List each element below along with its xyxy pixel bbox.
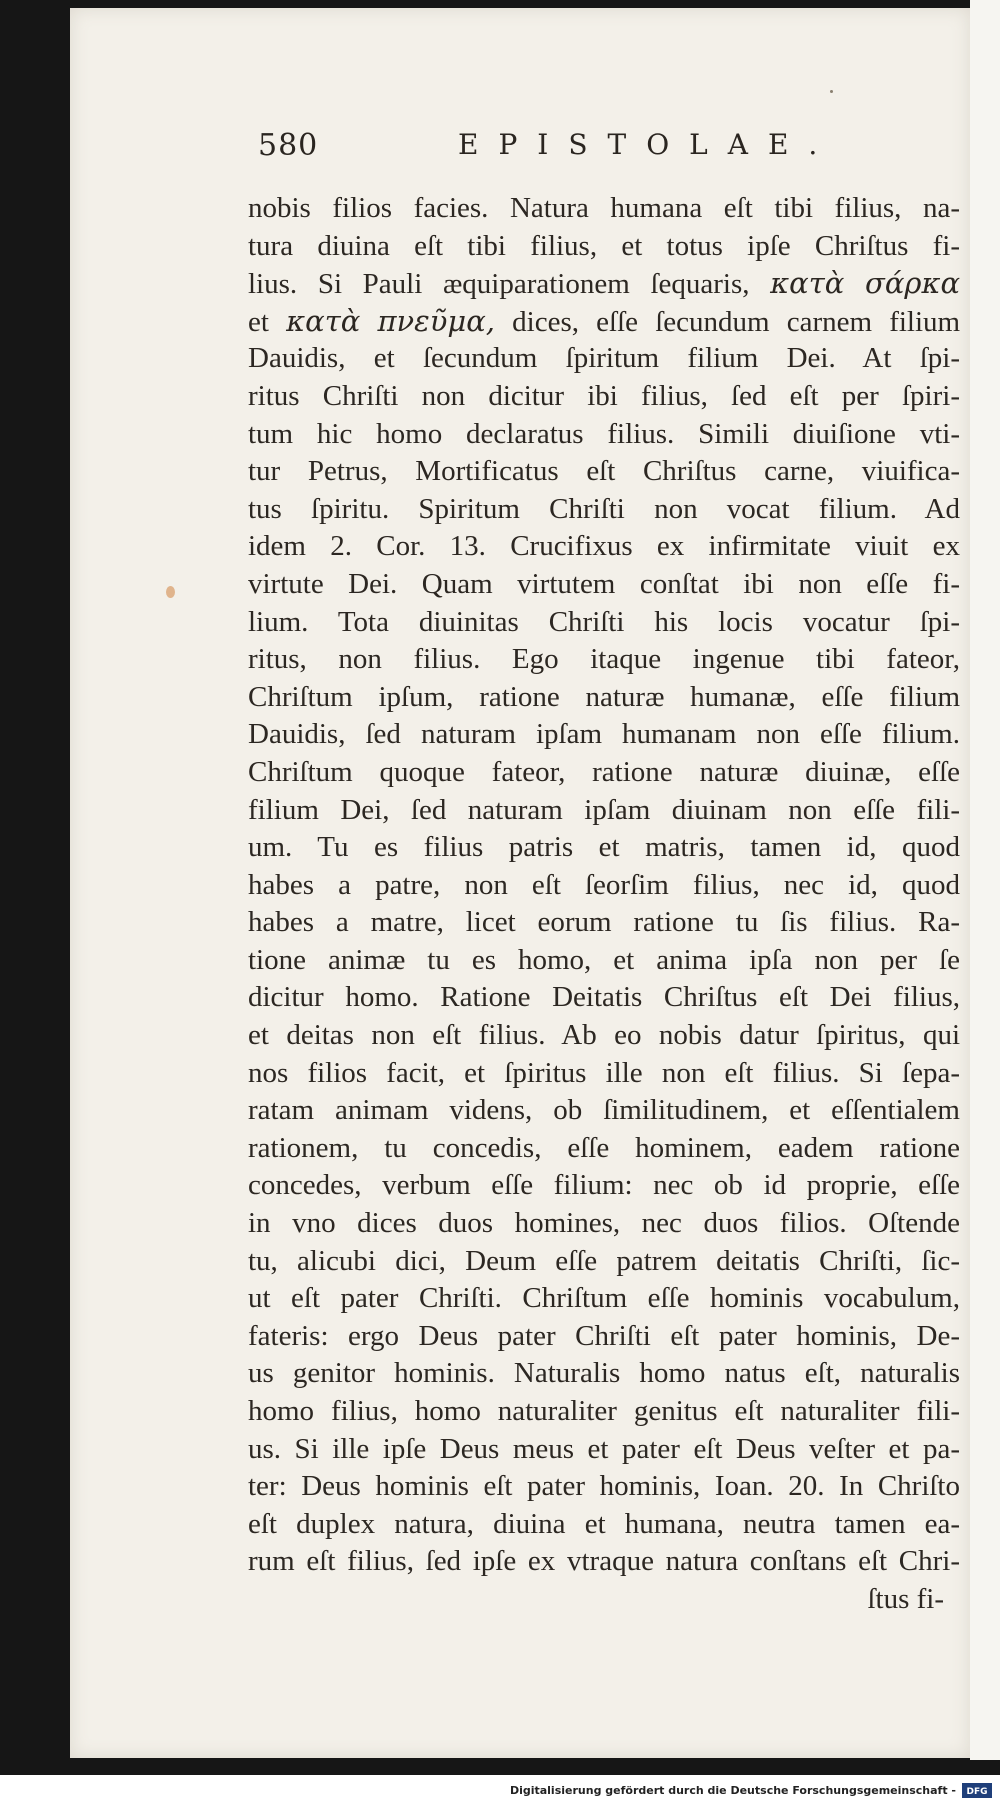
text-line: rationem, tu concedis, eſſe hominem, eadem ratione [248,1131,960,1164]
running-header [258,128,938,168]
text-line: fateris: ergo Deus pater Chriſti eſt pater hominis, De- [248,1319,960,1352]
text-line: lius. Si Pauli æquiparationem ſequaris, κατὰ σάρκα [248,266,960,301]
text-line: in vno dices duos homines, nec duos filios. Oſtende [248,1207,960,1240]
text-line: us genitor hominis. Naturalis homo natus eſt, naturalis [248,1357,960,1390]
text-line: nobis filios facies. Natura humana eſt tibi filius, na- [248,192,960,224]
text-line: ter: Deus hominis eſt pater hominis, Ioan. 20. In Chriſto [248,1470,960,1503]
greek-word: κατὰ [770,266,845,301]
text-line: ratam animam videns, ob ſimilitudinem, et eſſentialem [248,1094,960,1127]
text-line: Dauidis, ſed naturam ipſam humanam non eſſe filium. [248,718,960,751]
text-line: tu, alicubi dici, Deum eſſe patrem deitatis Chriſti, ſic- [248,1244,960,1277]
page-edge [970,0,1000,1760]
text-line: tus ſpiritu. Spiritum Chriſti non vocat filium. Ad [248,492,960,525]
greek-word: σάρκα [865,266,960,301]
dfg-logo-text: DFG [966,1787,988,1797]
text-line: ritus, non filius. Ego itaque ingenue tibi fateor, [248,643,960,676]
text-line: rum eſt filius, ſed ipſe ex vtraque natura conſtans eſt Chri- [248,1545,960,1578]
greek-word: κατὰ [286,303,361,338]
text-line: et κατὰ πνεῦμα, dices, eſſe ſecundum carnem filium [248,303,960,338]
greek-word: πνεῦμα, [377,303,496,338]
text-line: us. Si ille ipſe Deus meus et pater eſt Deus veſter et pa- [248,1432,960,1465]
text-line: eſt duplex natura, diuina et humana, neutra tamen ea- [248,1507,960,1540]
text-line: idem 2. Cor. 13. Crucifixus ex infirmitate viuit ex [248,530,960,563]
page-number: 580 [258,128,319,163]
text-line: virtute Dei. Quam virtutem conſtat ibi non eſſe fi- [248,567,960,600]
text-line: habes a matre, licet eorum ratione tu ſis filius. Ra- [248,906,960,939]
text-line: filium Dei, ſed naturam ipſam diuinam non eſſe fili- [248,793,960,826]
text-line: habes a patre, non eſt ſeorſim filius, nec id, quod [248,868,960,901]
text-line: et deitas non eſt filius. Ab eo nobis datur ſpiritus, qui [248,1019,960,1052]
text-line: ritus Chriſti non dicitur ibi filius, ſed eſt per ſpiri- [248,379,960,412]
footer-strip [0,1775,1000,1803]
text-line: Chriſtum quoque fateor, ratione naturæ diuinæ, eſſe [248,755,960,788]
paper-stain [166,586,175,598]
text-line: tur Petrus, Mortificatus eſt Chriſtus carne, viuifica- [248,455,960,488]
text-line: concedes, verbum eſſe filium: nec ob id proprie, eſſe [248,1169,960,1202]
text-line: nos filios facit, et ſpiritus ille non eſt filius. Si ſepa- [248,1056,960,1089]
text-line: Dauidis, et ſecundum ſpiritum filium Dei. At ſpi- [248,342,960,375]
running-title: EPISTOLAE. [458,128,838,161]
dfg-logo-icon [962,1783,992,1798]
funding-credit: Digitalisierung gefördert durch die Deutsche Forschungsgemeinschaft - [509,1784,956,1797]
text-line: tione animæ tu es homo, et anima ipſa non per ſe [248,943,960,976]
text-line: lium. Tota diuinitas Chriſti his locis vocatur ſpi- [248,605,960,638]
text-line: um. Tu es filius patris et matris, tamen id, quod [248,831,960,864]
text-line: ut eſt pater Chriſti. Chriſtum eſſe hominis vocabulum, [248,1282,960,1315]
body-text [248,190,960,1619]
text-line: tura diuina eſt tibi filius, et totus ipſe Chriſtus fi- [248,229,960,262]
text-line: tum hic homo declaratus filius. Simili diuiſione vti- [248,417,960,450]
text-line: Chriſtum ipſum, ratione naturæ humanæ, eſſe filium [248,680,960,713]
text-line: dicitur homo. Ratione Deitatis Chriſtus eſt Dei filius, [248,981,960,1014]
text-line: homo filius, homo naturaliter genitus eſt naturaliter fili- [248,1395,960,1427]
paper-speck [830,90,833,93]
text-line: ſtus fi- [867,1582,944,1615]
